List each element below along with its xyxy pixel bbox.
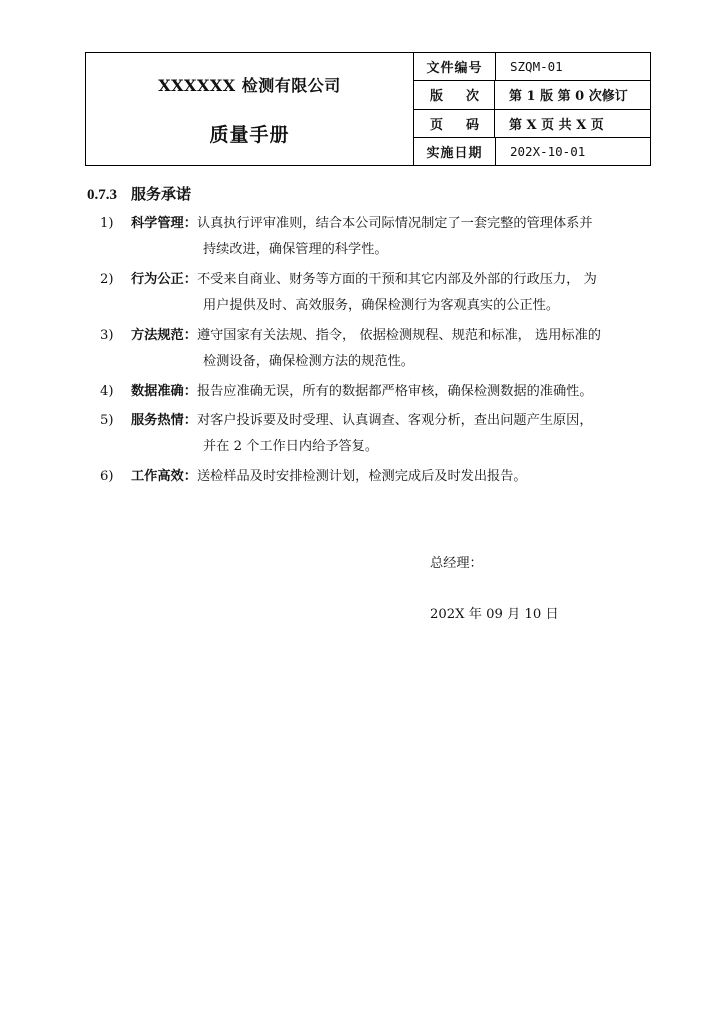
item-text: 遵守国家有关法规、指令， 依据检测规程、规范和标准， 选用标准的 (196, 328, 601, 343)
item-number: 2) (100, 272, 114, 287)
page-label (414, 110, 495, 137)
item-number: 5) (100, 413, 114, 428)
item-label: 工作高效： (131, 469, 197, 484)
effective-date-value: 202X-10-01 (510, 143, 586, 159)
item-line-2: 并在 2 个工作日内给予答复。 (203, 439, 379, 454)
item-number: 4) (100, 384, 114, 399)
header-title-cell (86, 53, 414, 165)
header-table (85, 52, 651, 166)
company-name: XXXXXX 检测有限公司 (158, 76, 341, 95)
header-row-edition (414, 81, 650, 109)
item-label: 数据准确： (131, 384, 197, 399)
item-label: 行为公正： (131, 272, 197, 287)
item-label: 服务热情： (131, 413, 197, 428)
item-line-1 (131, 464, 527, 490)
signature-date: 202X 年 09 月 10 日 (430, 607, 559, 622)
item-line-1 (131, 211, 593, 237)
section-title: 服务承诺 (131, 185, 192, 203)
edition-label-a: 版 (430, 89, 445, 105)
signature-label: 总经理： (430, 556, 483, 571)
header-info-cells (414, 53, 650, 165)
item-number: 1) (100, 216, 114, 231)
edition-value: 第 1 版 第 0 次修订 (509, 89, 628, 105)
item-text: 送检样品及时安排检测计划，检测完成后及时发出报告。 (196, 469, 527, 484)
header-row-effective-date (414, 138, 650, 165)
header-row-doc-number (414, 53, 650, 81)
manual-title: 质量手册 (209, 124, 290, 146)
item-line-2: 用户提供及时、高效服务，确保检测行为客观真实的公正性。 (203, 298, 560, 313)
section-number: 0.7.3 (87, 187, 117, 203)
doc-number-value: SZQM-01 (510, 59, 563, 75)
item-line-2: 检测设备，确保检测方法的规范性。 (203, 354, 414, 369)
page-label-a: 页 (430, 117, 445, 133)
item-line-2: 持续改进，确保管理的科学性。 (203, 242, 388, 257)
page-value: 第 X 页 共 X 页 (509, 117, 604, 133)
effective-date-label: 实施日期 (414, 138, 496, 165)
item-line-1 (131, 267, 597, 293)
item-text: 对客户投诉要及时受理、认真调查、客观分析，查出问题产生原因， (196, 413, 593, 428)
header-row-page (414, 110, 650, 138)
doc-number-label: 文件编号 (414, 53, 496, 80)
item-text: 认真执行评审准则，结合本公司际情况制定了一套完整的管理体系并 (196, 216, 593, 231)
item-text: 不受来自商业、财务等方面的干预和其它内部及外部的行政压力， 为 (196, 272, 597, 287)
edition-label (414, 81, 495, 108)
item-label: 科学管理： (131, 216, 197, 231)
item-line-1 (131, 323, 601, 349)
item-label: 方法规范： (131, 328, 197, 343)
item-number: 3) (100, 328, 114, 343)
page-label-b: 码 (465, 117, 480, 133)
edition-label-b: 次 (465, 89, 480, 105)
item-text: 报告应准确无误，所有的数据都严格审核，确保检测数据的准确性。 (196, 384, 593, 399)
item-line-1 (131, 408, 593, 434)
item-line-1 (131, 379, 593, 405)
item-number: 6) (100, 469, 114, 484)
section-heading (87, 183, 191, 204)
